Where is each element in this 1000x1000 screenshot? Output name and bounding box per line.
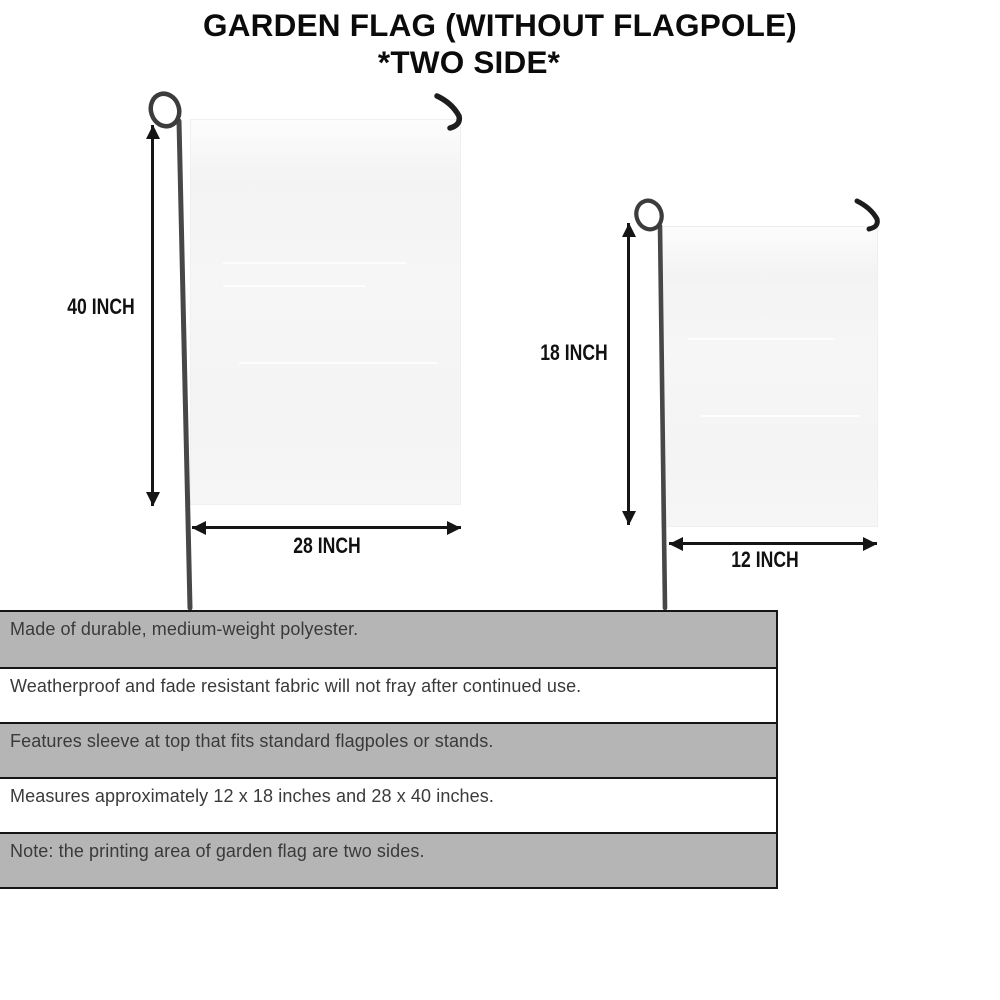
title-block xyxy=(0,7,1000,81)
feature-text: Weatherproof and fade resistant fabric will not fray after continued use. xyxy=(10,676,582,696)
small-flag-width-arrow xyxy=(669,542,877,545)
small-flag-height-label: 18 INCH xyxy=(540,340,608,365)
feature-row xyxy=(0,777,776,832)
page-subtitle: *TWO SIDE* xyxy=(377,44,561,80)
page-title: GARDEN FLAG (WITHOUT FLAGPOLE) xyxy=(203,7,797,43)
fabric-fold-line xyxy=(223,262,406,264)
large-flag-canvas xyxy=(190,119,461,505)
fabric-fold-line xyxy=(701,415,860,417)
fabric-fold-line xyxy=(688,338,834,340)
small-flag-hanger-hook xyxy=(857,201,877,229)
feature-text: Measures approximately 12 x 18 inches and 28 x 40 inches. xyxy=(10,786,494,806)
feature-row xyxy=(0,832,776,887)
small-flag-height-arrow xyxy=(627,223,630,525)
feature-text: Note: the printing area of garden flag are two sides. xyxy=(10,841,425,861)
small-flag-width-label: 12 INCH xyxy=(731,547,799,572)
fabric-fold-line xyxy=(239,362,438,364)
small-flag-canvas xyxy=(661,226,878,527)
fabric-fold-line xyxy=(223,285,366,287)
feature-text: Features sleeve at top that fits standard flagpoles or stands. xyxy=(10,731,494,751)
large-flag-height-label: 40 INCH xyxy=(67,294,135,319)
feature-list xyxy=(0,610,778,889)
feature-row xyxy=(0,667,776,722)
feature-text: Made of durable, medium-weight polyester. xyxy=(10,619,359,639)
large-flag-width-label: 28 INCH xyxy=(293,533,361,558)
large-flag-width-arrow xyxy=(192,526,461,529)
feature-row xyxy=(0,612,776,667)
feature-row xyxy=(0,722,776,777)
